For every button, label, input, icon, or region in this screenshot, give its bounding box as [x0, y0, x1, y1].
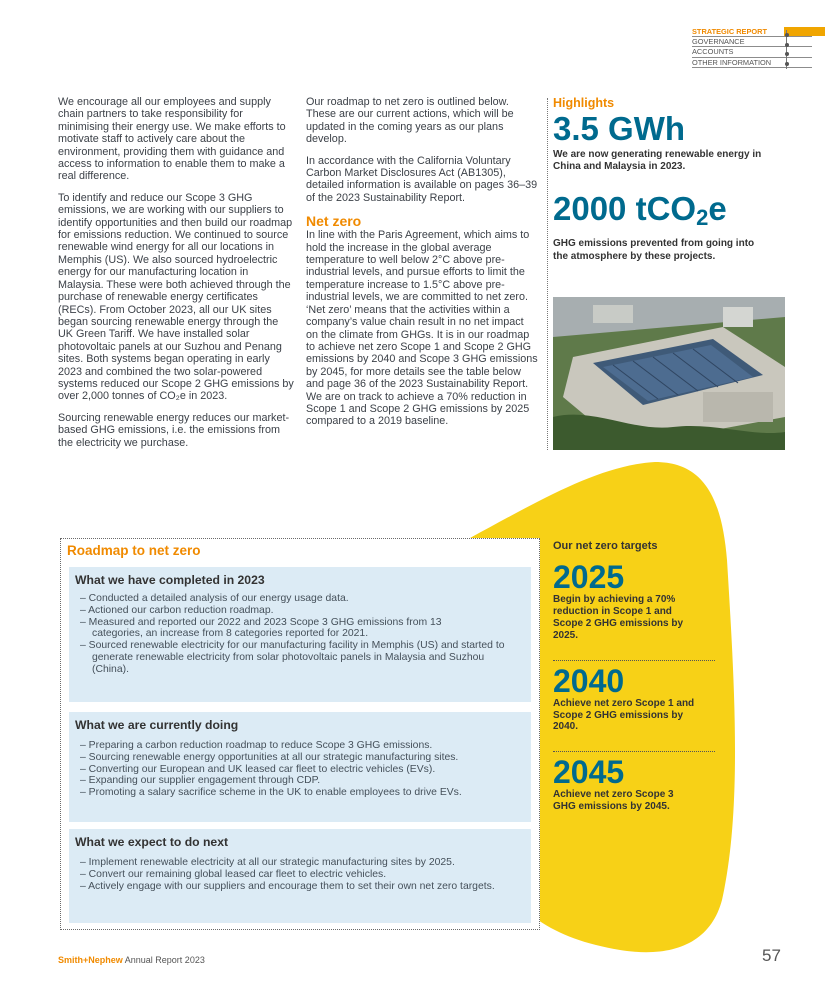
nav-dot: [785, 33, 789, 37]
list-item: – Sourcing renewable energy opportunities at all our strategic manufacturing sites.: [80, 751, 459, 763]
nav-item-other-information[interactable]: OTHER INFORMATION: [692, 58, 812, 68]
nav-item-strategic-report[interactable]: STRATEGIC REPORT: [692, 27, 812, 37]
solar-panels-aerial-photo: [553, 297, 785, 450]
target-desc: Begin by achieving a 70% reduction in Scope 1 and Scope 2 GHG emissions by 2025.: [553, 594, 684, 641]
net-zero-targets: [553, 540, 785, 813]
roadmap-section-completed: [69, 567, 531, 702]
nav-item-accounts[interactable]: ACCOUNTS: [692, 47, 812, 57]
paragraph: Our roadmap to net zero is outlined below. These are our current actions, which will be updated in the coming years as our plans develop.: [306, 96, 514, 146]
targets-divider: [553, 660, 715, 661]
highlights-panel: [553, 96, 785, 263]
roadmap-section-next: [69, 829, 531, 923]
roadmap-title: Roadmap to net zero: [67, 543, 201, 558]
list-item: – Conducted a detailed analysis of our energy usage data.: [80, 593, 349, 604]
target-desc: Achieve net zero Scope 3 GHG emissions by 2045.: [553, 789, 674, 813]
section-heading: What we expect to do next: [75, 835, 229, 849]
nav-dot: [785, 52, 789, 56]
target-desc: Achieve net zero Scope 1 and Scope 2 GHG emissions by 2040.: [553, 697, 695, 733]
target-year: 2045: [553, 754, 625, 791]
list-item: – Actioned our carbon reduction roadmap.: [80, 604, 274, 616]
list-item: – Measured and reported our 2022 and 2023 Scope 3 GHG emissions from 13 categories, an increase from 8 categories reported for 2021.: [80, 616, 442, 640]
list-item: – Actively engage with our suppliers and encourage them to set their own net zero targets.: [80, 880, 495, 892]
nav-item-governance[interactable]: GOVERNANCE: [692, 37, 812, 47]
roadmap-panel: [60, 538, 540, 930]
list-item: – Sourced renewable electricity for our manufacturing facility in Memphis (US) and started to generate renewable electricity from solar photovoltaic panels in Malaysia and Suzhou (China).: [80, 640, 505, 675]
stat-desc-emissions: GHG emissions prevented from going into the atmosphere by these projects.: [553, 238, 755, 262]
nav-dot: [785, 43, 789, 47]
section-heading: What we have completed in 2023: [75, 573, 265, 587]
roadmap-section-current: [69, 712, 531, 822]
page-number: 57: [762, 946, 781, 965]
highlights-divider: [547, 98, 548, 450]
footer: [58, 955, 205, 965]
paragraph: We encourage all our employees and supply chain partners to take responsibility for minimising their energy use. We make efforts to motivate staff to actively care about the environment, providing them with guidance and access to information to enable them to make a real difference.: [58, 96, 286, 183]
target-year: 2025: [553, 559, 625, 595]
list-item: – Promoting a salary sacrifice scheme in the UK to enable employees to drive EVs.: [80, 787, 462, 799]
targets-heading: Our net zero targets: [553, 540, 658, 552]
stat-value-energy: 3.5 GWh: [553, 110, 686, 147]
list-item: – Convert our remaining global leased car fleet to electric vehicles.: [80, 868, 387, 880]
targets-divider: [553, 751, 715, 752]
report-name: Annual Report 2023: [122, 955, 205, 965]
list-item: – Implement renewable electricity at all our strategic manufacturing sites by 2025.: [80, 857, 455, 868]
brand-name: Smith+Nephew: [58, 955, 123, 965]
highlights-heading: Highlights: [553, 96, 615, 110]
stat-desc-energy: We are now generating renewable energy in China and Malaysia in 2023.: [553, 149, 762, 173]
paragraph: Sourcing renewable energy reduces our market-based GHG emissions, i.e. the emissions from the electricity we purchase.: [58, 411, 290, 449]
text-column-1: [58, 96, 294, 458]
net-zero-paragraph: In line with the Paris Agreement, which aims to hold the increase in the global average temperature to well below 2°C above pre-industrial levels, and pursue efforts to limit the temperature increase to 1.5°C above pre-industrial levels, we are committed to net zero. ‘Net zero’ means that the activities within a company’s value chain result in no net impact on the climate from GHGs. It is in our roadmap to achieve net zero Scope 1 and Scope 2 GHG emissions by 2040 and Scope 3 GHG emissions by 2045, for more details see the table below and page 36 of the 2023 Sustainability Report. We are on track to achieve a 70% reduction in Scope 1 and Scope 2 GHG emissions by 2025 compared to a 2019 baseline.: [306, 229, 538, 428]
text-column-2: [306, 96, 538, 437]
stat-value-emissions: 2000 tCO2e: [553, 190, 727, 231]
paragraph: To identify and reduce our Scope 3 GHG emissions, we are working with our suppliers to identify opportunities and then build our roadmap for emissions reduction. We continued to source renewable wind energy for all our locations in Memphis (US). We also sourced hydroelectric energy for our manufacturing location in Malaysia. These were both achieved through the purchase of renewable energy certificates (RECs). From October 2023, all our UK sites began sourcing renewable energy through the UK Green Tariff. We have installed solar photovoltaic panels at our Suzhou and Penang sites. Both systems began operating in early 2023 and combined the two solar-powered systems reduced our Scope 2 GHG emissions by over 2,000 tonnes of CO₂e in 2023.: [58, 191, 294, 403]
list-item: – Preparing a carbon reduction roadmap to reduce Scope 3 GHG emissions.: [80, 740, 433, 751]
target-year: 2040: [553, 662, 625, 699]
section-heading: What we are currently doing: [75, 718, 239, 732]
list-item: – Expanding our supplier engagement through CDP.: [80, 775, 321, 787]
net-zero-heading: Net zero: [306, 213, 362, 230]
nav-dot: [785, 62, 789, 66]
list-item: – Converting our European and UK leased car fleet to electric vehicles (EVs).: [80, 763, 436, 775]
section-nav: [692, 27, 812, 68]
paragraph: In accordance with the California Voluntary Carbon Market Disclosures Act (AB1305), detailed information is available on pages 36–39 of the 2023 Sustainability Report.: [306, 154, 538, 204]
